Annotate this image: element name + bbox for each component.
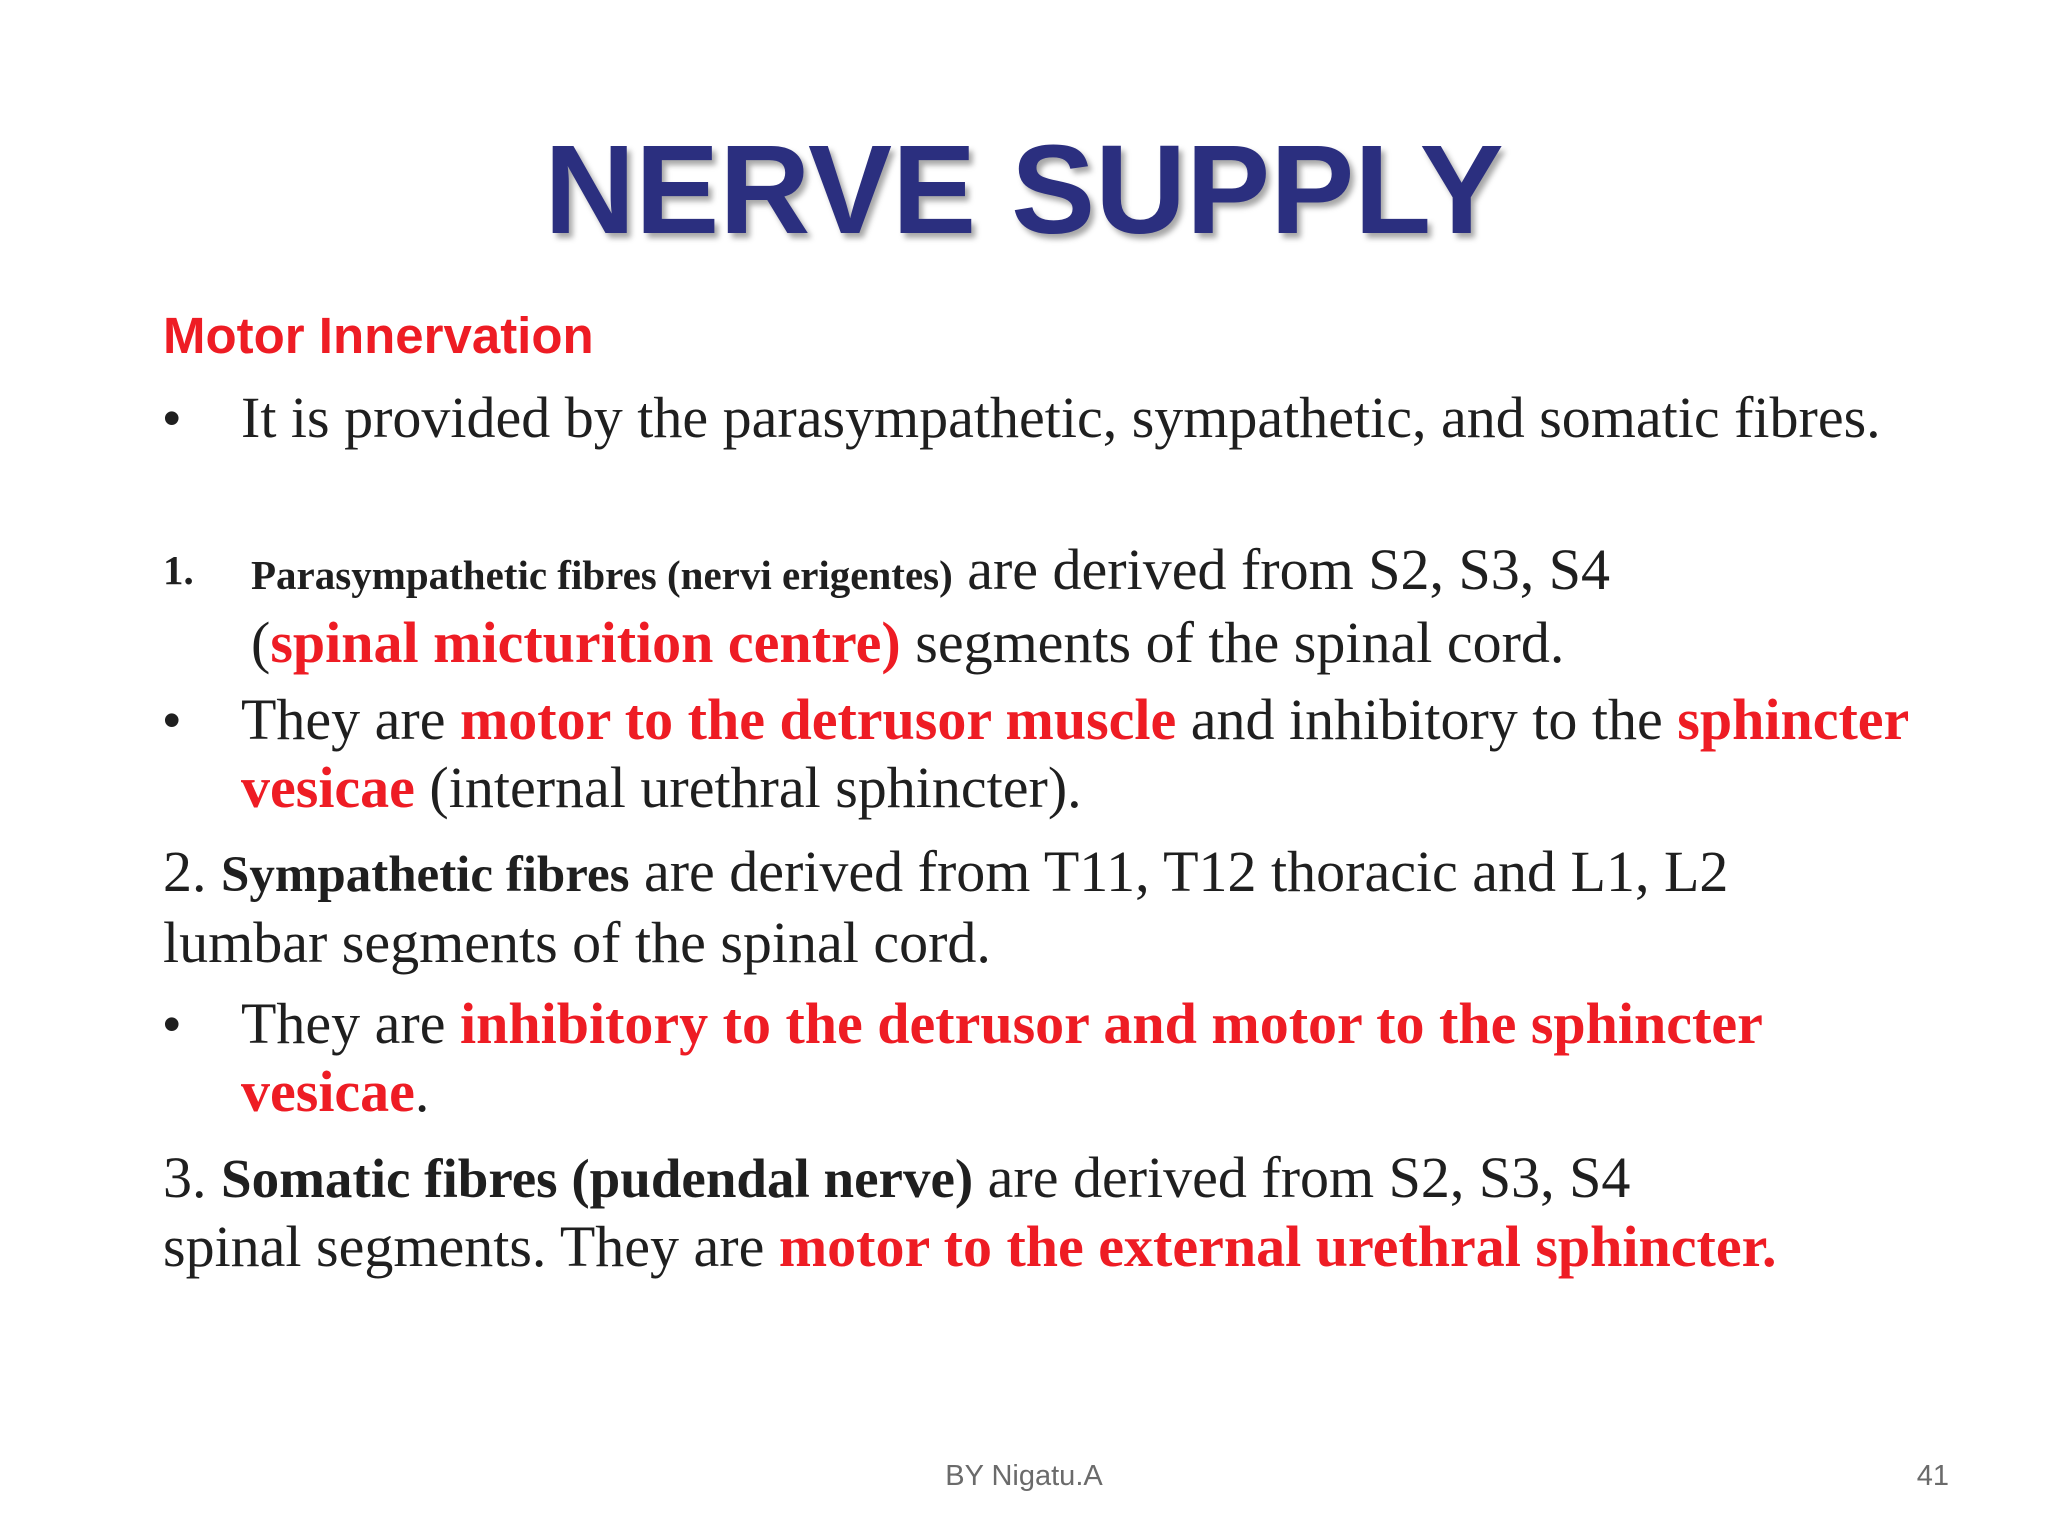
item-number: 1. <box>163 547 194 593</box>
footer-author: BY Nigatu.A <box>945 1460 1103 1492</box>
section-heading: Motor Innervation <box>163 307 594 364</box>
item-number: 2. <box>163 839 221 904</box>
bullet-suffix: . <box>414 1059 430 1124</box>
highlight-text: motor to the external urethral sphincter. <box>778 1214 1777 1279</box>
highlight-text: inhibitory to the detrusor and motor to the sphincter vesicae <box>241 991 1762 1124</box>
highlight-text: spinal micturition centre) <box>270 610 901 675</box>
highlight-text: sphincter vesicae <box>241 687 1909 820</box>
bullet-sympathetic-effect <box>163 990 1921 1126</box>
item-text-continued: segments of the spinal cord. <box>900 610 1565 675</box>
item-parasympathetic <box>163 536 1951 677</box>
bullet-prefix: They are <box>241 991 460 1056</box>
bullet-mark: • <box>163 996 181 1052</box>
item-number: 3. <box>163 1145 221 1210</box>
highlight-text: motor to the detrusor muscle <box>459 687 1177 752</box>
bullet-mark: • <box>163 692 181 748</box>
item-somatic <box>163 1144 1783 1281</box>
bullet-text: It is provided by the parasympathetic, sympathetic, and somatic fibres. <box>241 385 1881 450</box>
item-bold-term: Somatic fibres (pudendal nerve) <box>221 1148 974 1209</box>
bullet-prefix: They are <box>241 687 460 752</box>
bullet-suffix: (internal urethral sphincter). <box>414 755 1082 820</box>
item-text: are derived from S2, S3, S4 <box>952 537 1610 602</box>
bullet-mid: and inhibitory to the <box>1176 687 1678 752</box>
paren-open: ( <box>251 610 271 675</box>
item-bold-term: Sympathetic fibres <box>221 847 630 903</box>
item-sympathetic <box>163 838 1883 977</box>
slide-title: NERVE SUPPLY <box>544 119 1504 260</box>
item-text: are derived from S2, S3, S4 spinal segments. They are <box>163 1145 1631 1279</box>
bullet-mark: • <box>163 390 181 446</box>
bullet-provided-by <box>163 384 1961 452</box>
item-bold-term: Parasympathetic fibres (nervi erigentes) <box>251 552 953 598</box>
item-text: are derived from T11, T12 thoracic and L1, L2 lumbar segments of the spinal cord. <box>163 839 1729 975</box>
bullet-parasympathetic-effect <box>163 686 1961 822</box>
page-number: 41 <box>1916 1460 1949 1492</box>
